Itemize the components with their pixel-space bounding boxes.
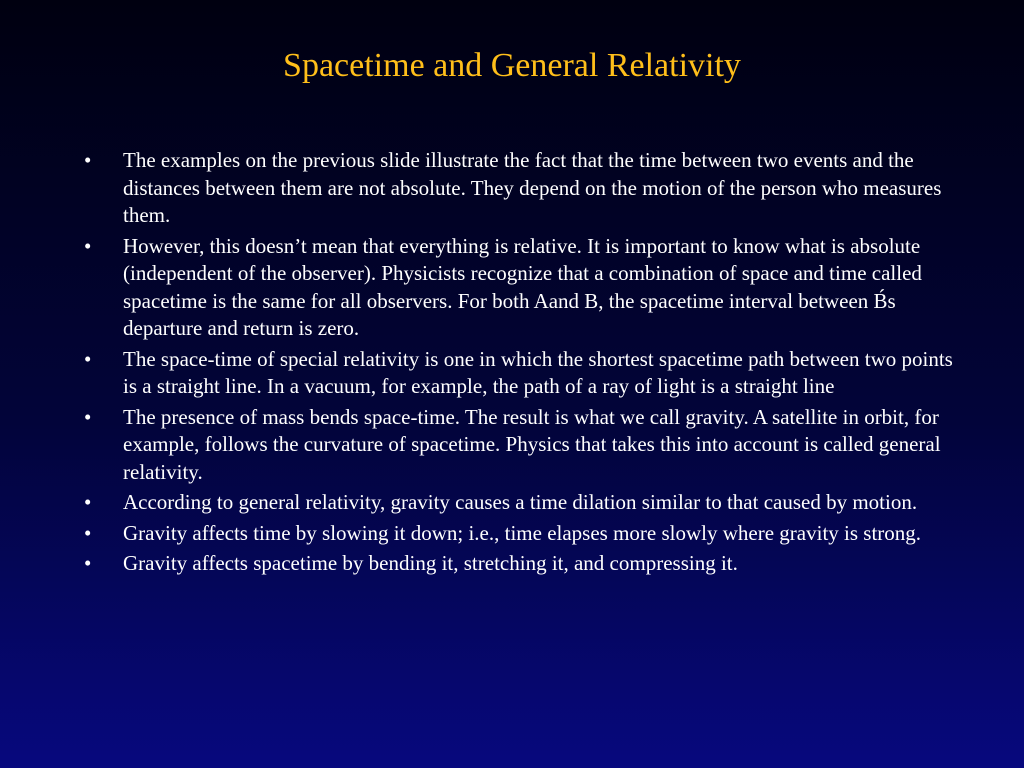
- bullet-marker: •: [84, 346, 92, 371]
- bullet-item: [84, 404, 954, 487]
- bullet-marker: •: [84, 551, 92, 575]
- bullet-text: However, this doesn’t mean that everything is relative. It is important to know what is absolute (independent of the observer). Physicists recognize that a combination of space and time called spacetime is the same for all observers. For both Aand B, the spacetime interval between B́s departure and return is zero.: [123, 233, 922, 340]
- bullet-text: The space-time of special relativity is one in which the shortest spacetime path between two points is a straight line. In a vacuum, for example, the path of a ray of light is a straight line: [123, 346, 953, 398]
- bullet-text: Gravity affects time by slowing it down; i.e., time elapses more slowly where gravity is strong.: [123, 520, 922, 545]
- bullet-item: [84, 489, 954, 517]
- bullet-item: [84, 550, 954, 578]
- bullet-item: [84, 520, 954, 548]
- bullet-list: [84, 147, 954, 581]
- bullet-marker: •: [84, 404, 92, 429]
- bullet-text: The presence of mass bends space-time. The result is what we call gravity. A satellite in orbit, for example, follows the curvature of spacetime. Physics that takes this into account is called general relativity.: [123, 404, 941, 484]
- bullet-item: [84, 233, 954, 343]
- bullet-text: Gravity affects spacetime by bending it, stretching it, and compressing it.: [123, 551, 738, 575]
- slide-title: Spacetime and General Relativity: [283, 47, 741, 84]
- bullet-item: [84, 147, 954, 230]
- bullet-text: According to general relativity, gravity causes a time dilation similar to that caused by motion.: [123, 490, 918, 514]
- bullet-marker: •: [84, 148, 92, 172]
- bullet-text: The examples on the previous slide illustrate the fact that the time between two events and the distances between them are not absolute. They depend on the motion of the person who measures them.: [123, 148, 942, 227]
- bullet-marker: •: [84, 490, 92, 514]
- bullet-marker: •: [84, 520, 92, 545]
- bullet-item: [84, 346, 954, 401]
- bullet-marker: •: [84, 233, 92, 258]
